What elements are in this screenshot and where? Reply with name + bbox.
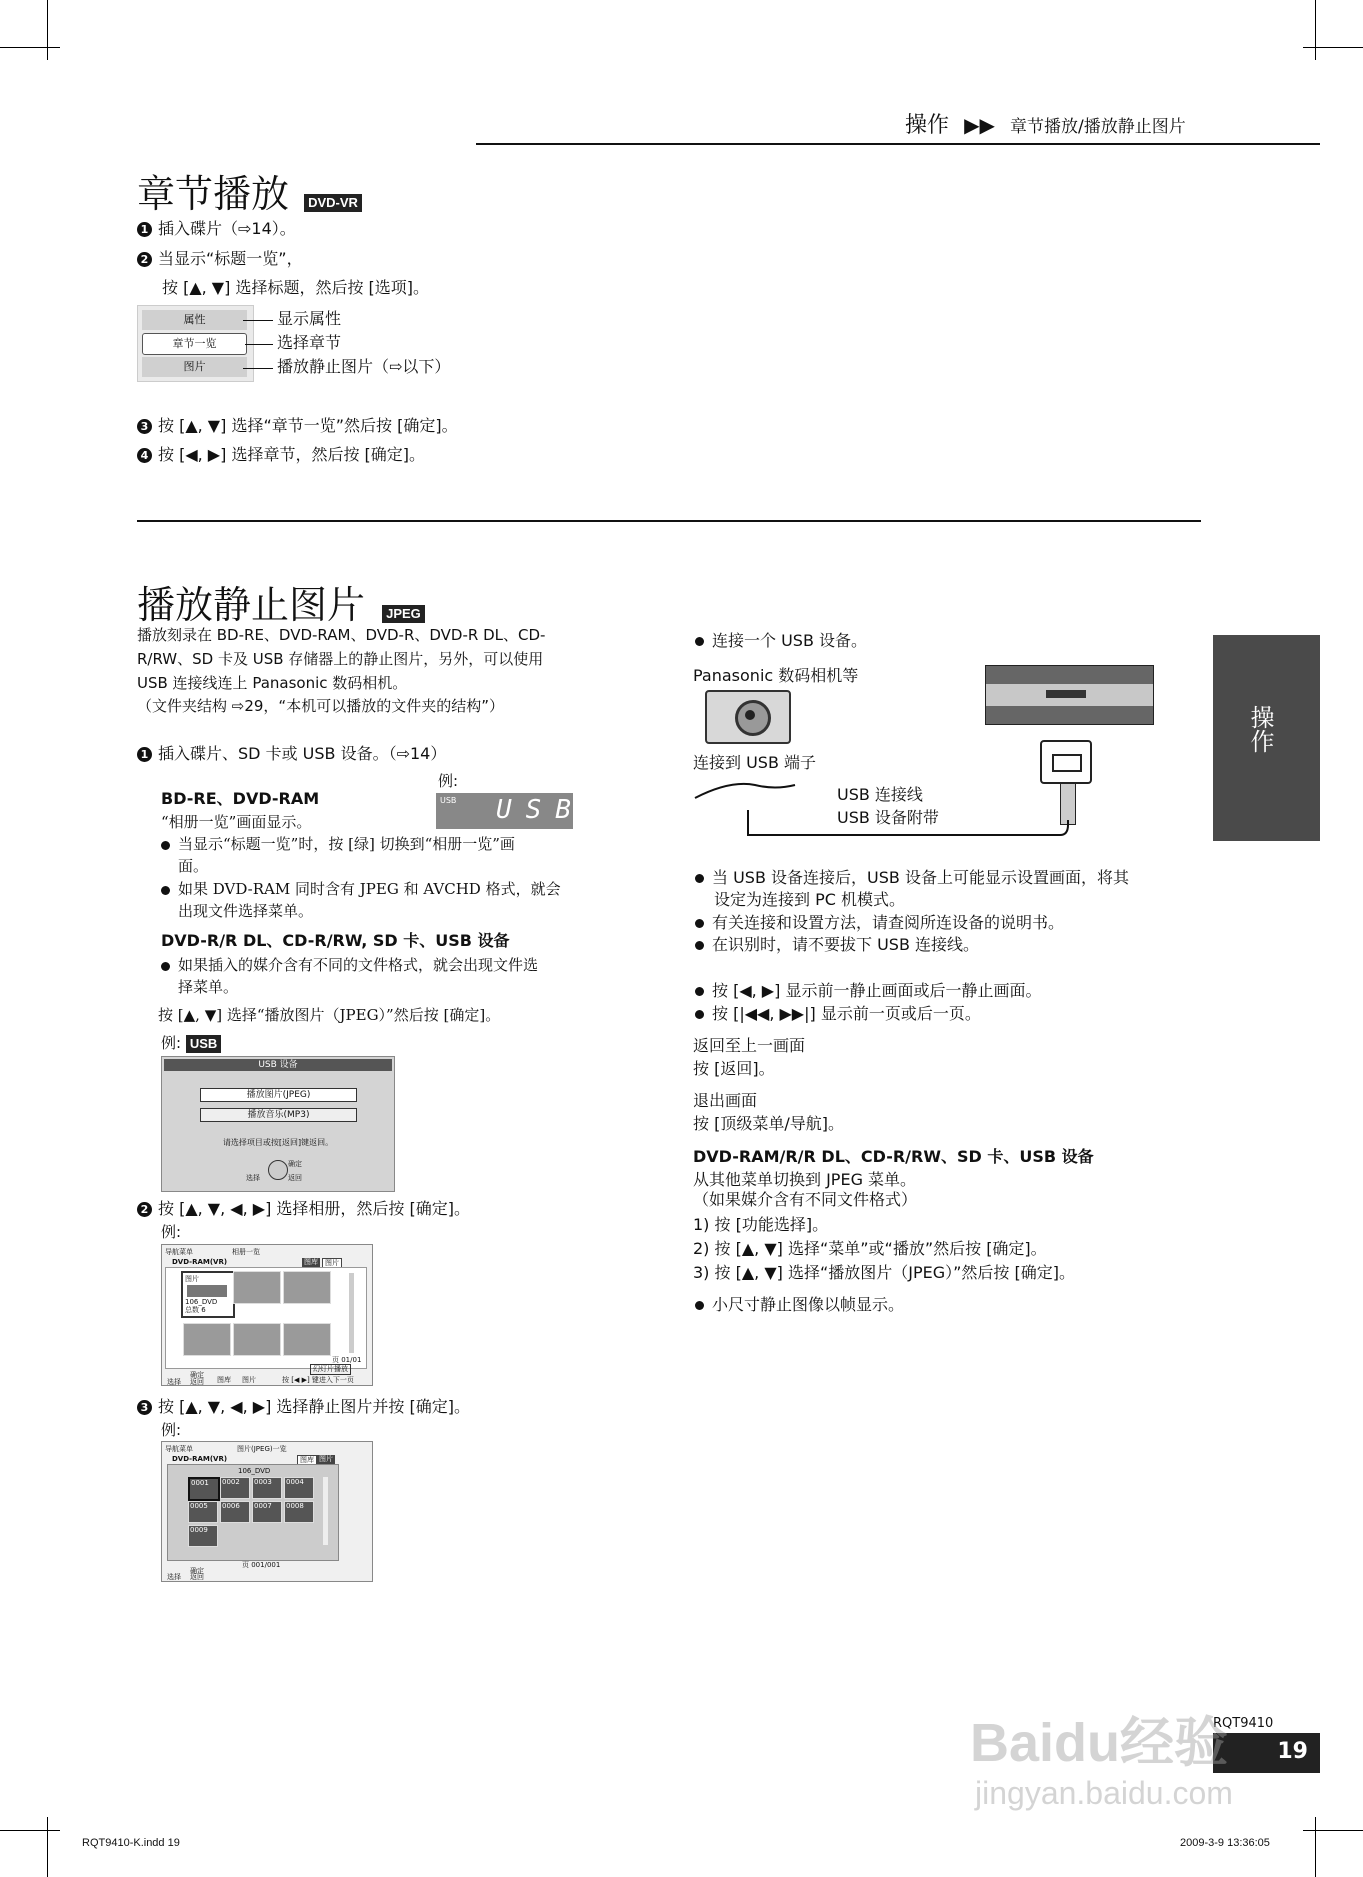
page-header xyxy=(905,108,1186,139)
switch-step-1: 1) 按 [功能选择]。 xyxy=(693,1215,829,1234)
side-tab xyxy=(1213,635,1320,841)
menu-item-picture[interactable]: 图片 xyxy=(142,357,247,377)
usb-screen-title: USB 设备 xyxy=(164,1059,392,1071)
album-folder-selected[interactable]: 图片 106_DVD 总数 6 xyxy=(181,1271,235,1318)
photo-scrollbar[interactable] xyxy=(323,1477,328,1545)
album-list-screen: 导航菜单 相册一览 DVD-RAM(VR) 图库 图片 图片 106_DVD 总数 6 页 01/01 幻灯片播放 确定 选择 返回 图库 图片 按 [◀ ▶] 键进入下一页 xyxy=(161,1244,373,1386)
key-note-2: 按 [|◀◀, ▶▶|] 显示前一页或后一页。 xyxy=(695,1003,981,1025)
return-line: 按 [返回]。 xyxy=(693,1059,775,1078)
photo-thumb[interactable]: 0009 xyxy=(188,1525,218,1547)
photo-tab-gallery[interactable]: 图库 xyxy=(297,1455,317,1466)
photo-thumb[interactable]: 0003 xyxy=(252,1477,282,1499)
page-number-box xyxy=(1213,1733,1320,1773)
return-heading: 返回至上一画面 xyxy=(693,1036,806,1055)
album-thumb[interactable] xyxy=(283,1271,331,1304)
note-1: 当 USB 设备连接后，USB 设备上可能显示设置画面，将其 xyxy=(695,867,1129,889)
crop-mark xyxy=(1315,1817,1316,1877)
crop-mark xyxy=(47,0,48,60)
s1-step2: 2 当显示“标题一览”， xyxy=(137,248,303,270)
callout-line xyxy=(243,368,273,369)
album-drive-label: DVD-RAM(VR) xyxy=(172,1258,228,1266)
s2-step2: 2 按 [▲, ▼, ◀, ▶] 选择相册，然后按 [确定]。 xyxy=(137,1198,470,1220)
photo-thumb[interactable]: 0005 xyxy=(188,1501,218,1523)
s2-intro-2: R/RW、SD 卡及 USB 存储器上的静止图片，另外，可以使用 xyxy=(137,650,544,668)
s2-step3: 3 按 [▲, ▼, ◀, ▶] 选择静止图片并按 [确定]。 xyxy=(137,1396,470,1418)
section1-title: 章节播放 xyxy=(137,172,290,216)
album-tab-gallery[interactable]: 图库 xyxy=(304,1258,318,1266)
header-rule xyxy=(476,143,1320,145)
display-usb-label: USB xyxy=(440,796,457,805)
switch-step-3: 3) 按 [▲, ▼] 选择“播放图片（JPEG）”然后按 [确定]。 xyxy=(693,1263,1075,1282)
header-subtitle: 章节播放/播放静止图片 xyxy=(1009,117,1186,137)
usb-option-mp3[interactable]: 播放音乐(MP3) xyxy=(200,1108,357,1122)
dvdr-bullet-1-cont: 择菜单。 xyxy=(178,978,239,996)
album-grid xyxy=(165,1267,367,1369)
album-thumb[interactable] xyxy=(183,1323,231,1356)
camera-label: Panasonic 数码相机等 xyxy=(693,666,859,685)
example2-label: 例: xyxy=(161,1223,182,1241)
crop-mark xyxy=(1303,47,1363,48)
album-thumb[interactable] xyxy=(233,1323,281,1356)
usb-device-screen xyxy=(161,1056,395,1192)
bdre-line: “相册一览”画面显示。 xyxy=(161,813,312,831)
callout-attribute: 显示属性 xyxy=(277,309,342,328)
usb-tag: USB xyxy=(186,1035,221,1053)
remote-cursor-icon xyxy=(268,1160,288,1180)
display-usb-text: USB xyxy=(496,795,585,825)
example-label: 例: xyxy=(438,772,459,790)
crop-mark xyxy=(1315,0,1316,60)
example3-label: 例: xyxy=(161,1421,182,1439)
switch-heading-2: 从其他菜单切换到 JPEG 菜单。 xyxy=(693,1170,917,1189)
photo-nav-label: 导航菜单 xyxy=(165,1445,193,1453)
page-number: 19 xyxy=(1277,1739,1308,1764)
photo-mode-label: 图片(JPEG)一览 xyxy=(237,1445,287,1453)
bdre-bullet-1-cont: 面。 xyxy=(178,857,209,875)
photo-grid xyxy=(167,1464,339,1561)
crop-mark xyxy=(1303,1830,1363,1831)
watermark-url: jingyan.baidu.com xyxy=(975,1775,1233,1811)
s2-intro-3: USB 连接线连上 Panasonic 数码相机。 xyxy=(137,674,408,692)
callout-picture: 播放静止图片（⇨以下） xyxy=(277,357,451,376)
photo-thumb[interactable]: 0007 xyxy=(252,1501,282,1523)
bdre-bullet-1: 当显示“标题一览”时，按 [绿] 切换到“相册一览”画 xyxy=(161,834,515,855)
crop-mark xyxy=(47,1817,48,1877)
album-nav-label: 导航菜单 xyxy=(165,1248,193,1256)
port-label: 连接到 USB 端子 xyxy=(693,753,817,772)
footer-file: RQT9410-K.indd 19 xyxy=(82,1837,180,1849)
photo-thumb[interactable]: 0004 xyxy=(284,1477,314,1499)
watermark-logo: Baidu经验 xyxy=(970,1713,1229,1773)
s1-step4: 4 按 [◀, ▶] 选择章节，然后按 [确定]。 xyxy=(137,444,425,466)
menu-item-chapter-list[interactable]: 章节一览 xyxy=(142,333,247,355)
photo-drive-label: DVD-RAM(VR) xyxy=(172,1455,228,1463)
dvdr-heading: DVD-R/R DL、CD-R/RW, SD 卡、USB 设备 xyxy=(161,931,510,950)
section-divider xyxy=(137,520,1201,522)
note-3: 在识别时，请不要拔下 USB 连接线。 xyxy=(695,934,979,956)
photo-thumb[interactable]: 0002 xyxy=(220,1477,250,1499)
crop-mark xyxy=(0,47,60,48)
callout-chapter: 选择章节 xyxy=(277,333,342,352)
jpeg-tag: JPEG xyxy=(382,605,425,623)
cable-label-1: USB 连接线 xyxy=(837,785,923,804)
album-tab-picture[interactable]: 图片 xyxy=(322,1258,342,1269)
note-1-cont: 设定为连接到 PC 机模式。 xyxy=(714,890,905,909)
usb-key-select: 选择 xyxy=(246,1174,260,1182)
bdre-bullet-2: 如果 DVD-RAM 同时含有 JPEG 和 AVCHD 格式，就会 xyxy=(161,879,561,900)
slideshow-button[interactable]: 幻灯片播放 xyxy=(310,1364,351,1375)
usb-key-ok: 确定 xyxy=(288,1160,302,1168)
s1-step1: 1 插入碟片（⇨14）。 xyxy=(137,218,296,240)
dvdvr-tag: DVD-VR xyxy=(304,194,362,212)
callout-line xyxy=(245,344,273,345)
example-usb: 例: USB xyxy=(161,1033,221,1054)
photo-page: 页 001/001 xyxy=(242,1561,281,1569)
photo-thumb[interactable]: 0008 xyxy=(284,1501,314,1523)
album-scrollbar[interactable] xyxy=(349,1273,354,1353)
bdre-bullet-2-cont: 出现文件选择菜单。 xyxy=(178,902,314,920)
camera-icon xyxy=(705,690,791,744)
switch-note: （如果媒介含有不同文件格式） xyxy=(693,1190,918,1209)
menu-item-attribute[interactable]: 属性 xyxy=(142,310,247,330)
s1-step2-line2: 按 [▲, ▼] 选择标题，然后按 [选项]。 xyxy=(162,278,430,297)
exit-line: 按 [顶级菜单/导航]。 xyxy=(693,1114,844,1133)
dvdr-bullet-1: 如果插入的媒介含有不同的文件格式，就会出现文件选 xyxy=(161,955,538,976)
switch-step-2: 2) 按 [▲, ▼] 选择“菜单”或“播放”然后按 [确定]。 xyxy=(693,1239,1047,1258)
cable-label-2: USB 设备附带 xyxy=(837,808,939,827)
photo-list-screen: 导航菜单 图片(JPEG)一览 DVD-RAM(VR) 图库 图片 106_DVD 0001 0002 0003 0004 0005 0006 0007 0008 0009 页 001/001 确定 选择 返回 xyxy=(161,1441,373,1582)
footer-code: RQT9410 xyxy=(1213,1716,1274,1731)
dvdr-line: 按 [▲, ▼] 选择“播放图片（JPEG）”然后按 [确定]。 xyxy=(158,1006,501,1024)
s2-intro-4: （文件夹结构 ⇨29，“本机可以播放的文件夹的结构”） xyxy=(137,697,504,715)
option-menu xyxy=(137,305,254,382)
photo-thumb[interactable]: 0001 xyxy=(188,1477,220,1501)
callout-line xyxy=(243,320,273,321)
album-thumb[interactable] xyxy=(283,1323,331,1356)
usb-option-jpeg[interactable]: 播放图片(JPEG) xyxy=(200,1088,357,1102)
front-display xyxy=(436,793,585,829)
small-image-note: 小尺寸静止图像以帧显示。 xyxy=(695,1294,904,1316)
album-mode-label: 相册一览 xyxy=(232,1248,260,1256)
s2-step1: 1 插入碟片、SD 卡或 USB 设备。（⇨14） xyxy=(137,743,446,765)
side-tab-label: 操作 xyxy=(1246,705,1274,753)
section2-heading xyxy=(137,583,425,627)
photo-folder-name: 106_DVD xyxy=(238,1467,271,1475)
key-note-1: 按 [◀, ▶] 显示前一静止画面或后一静止画面。 xyxy=(695,980,1041,1002)
section1-heading xyxy=(137,172,362,216)
header-section: 操作 xyxy=(905,113,950,138)
s2-intro-1: 播放刻录在 BD-RE、DVD-RAM、DVD-R、DVD-R DL、CD- xyxy=(137,626,546,644)
recorder-icon xyxy=(985,665,1154,725)
header-arrows: ▶▶ xyxy=(964,113,995,137)
note-2: 有关连接和设置方法，请查阅所连设备的说明书。 xyxy=(695,912,1064,934)
section2-title: 播放静止图片 xyxy=(137,583,366,627)
connect-usb-bullet: 连接一个 USB 设备。 xyxy=(695,630,867,652)
photo-thumb[interactable]: 0006 xyxy=(220,1501,250,1523)
s1-step3: 3 按 [▲, ▼] 选择“章节一览”然后按 [确定]。 xyxy=(137,415,458,437)
photo-tab-picture[interactable]: 图片 xyxy=(319,1455,333,1463)
album-page: 页 01/01 xyxy=(332,1356,362,1364)
usb-key-return: 返回 xyxy=(288,1174,302,1182)
switch-heading-1: DVD-RAM/R/R DL、CD-R/RW、SD 卡、USB 设备 xyxy=(693,1147,1094,1166)
crop-mark xyxy=(0,1830,60,1831)
footer-date: 2009-3-9 13:36:05 xyxy=(1180,1837,1270,1849)
bdre-heading: BD-RE、DVD-RAM xyxy=(161,789,320,808)
usb-screen-hint: 请选择项目或按[返回]键返回。 xyxy=(222,1138,334,1147)
exit-heading: 退出画面 xyxy=(693,1091,758,1110)
album-thumb[interactable] xyxy=(233,1271,281,1304)
album-cover xyxy=(187,1285,227,1297)
